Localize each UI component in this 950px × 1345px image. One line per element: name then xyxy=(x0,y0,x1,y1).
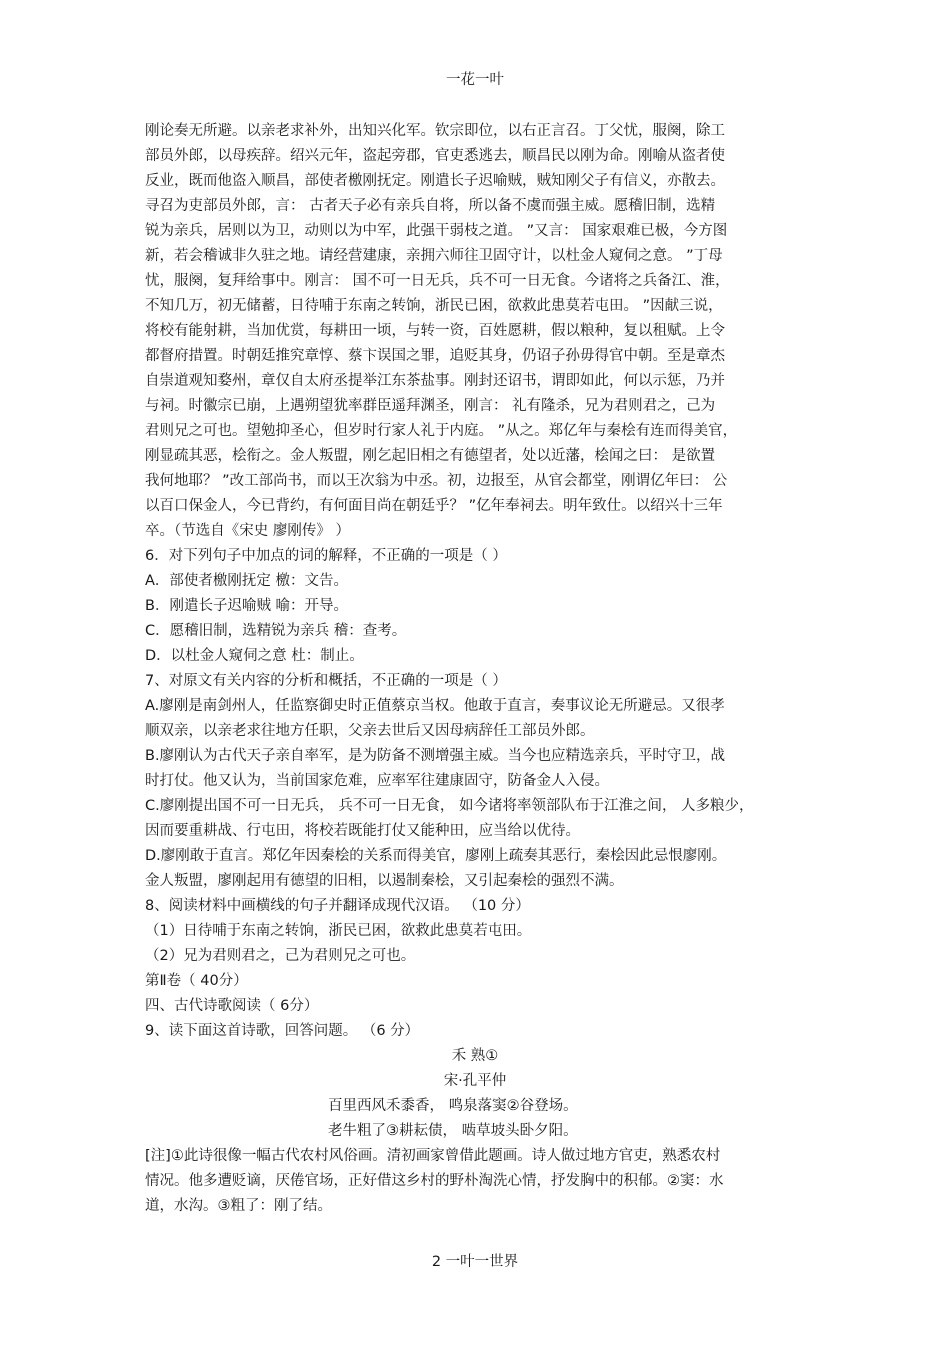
option-a: A．部使者檄刚抚定 檄：文告。 xyxy=(145,573,349,589)
text-line: （2）兄为君则君之，己为君则兄之可也。 xyxy=(145,948,416,964)
text-line: 新，若会稽诚非久驻之地。请经营建康，亲拥六师往卫固守计，以杜金人窥伺之意。 ”丁母 xyxy=(145,248,723,264)
text-line: A.廖刚是南剑州人，任监察御史时正值蔡京当权。他敢于直言，奏事议论无所避忌。又很孝 xyxy=(145,698,725,714)
question-7: 7、对原文有关内容的分析和概括，不正确的一项是（ ） xyxy=(145,673,507,689)
text-line: 以百口保金人，今已背约，有何面目尚在朝廷乎？ ”亿年奉祠去。明年致仕。以绍兴十三年 xyxy=(145,498,723,514)
option-b: B．刚遣长子迟喻贼 喻：开导。 xyxy=(145,598,349,614)
text-line: 顺双亲，以亲老求往地方任职，父亲去世后又因母病辞任工部员外郎。 xyxy=(145,723,595,739)
text-line: 将校有能射耕，当加优赏，每耕田一顷，与转一资，百姓愿耕，假以粮种，复以租赋。上令 xyxy=(145,323,725,339)
text-line: 君则兄之可也。望勉抑圣心，但岁时行家人礼于内庭。 ”从之。郑亿年与秦桧有连而得美官， xyxy=(145,423,738,439)
text-line: C.廖刚提出国不可一日无兵， 兵不可一日无食， 如今诸将率领部队布于江淮之间， 人多粮少， xyxy=(145,798,754,814)
text-line: 反业，既而他盗入顺昌，部使者檄刚抚定。刚遣长子迟喻贼，贼知刚父子有信义，亦散去。 xyxy=(145,173,725,189)
source-citation: 卒。（节选自《宋史 廖刚传》 ） xyxy=(145,523,350,539)
text-line: 寻召为吏部员外郎，言： 古者天子必有亲兵自将，所以备不虞而强主威。愿稽旧制，选精 xyxy=(145,198,716,214)
section-heading: 四、古代诗歌阅读（ 6分） xyxy=(145,998,319,1014)
text-line: 锐为亲兵，居则以为卫，动则以为中军，此强干弱枝之道。 ”又言： 国家艰难已极，今方图 xyxy=(145,223,728,239)
poem-author: 宋·孔平仲 xyxy=(443,1073,507,1089)
text-line: 刚论奏无所避。以亲老求补外，出知兴化军。钦宗即位，以右正言召。丁父忧，服阕，除工 xyxy=(145,123,725,139)
question-8: 8、阅读材料中画横线的句子并翻译成现代汉语。 （10 分） xyxy=(145,898,530,914)
text-line: 部员外郎，以母疾辞。绍兴元年，盗起旁郡，官吏悉逃去，顺昌民以刚为命。刚喻从盗者使 xyxy=(145,148,725,164)
text-line: 自崇道观知婺州，章仅自太府丞提举江东茶盐事。刚封还诏书，谓即如此，何以示惩，乃并 xyxy=(145,373,725,389)
text-line: 时打仗。他又认为，当前国家危难，应率军往建康固守，防备金人入侵。 xyxy=(145,773,609,789)
text-line: 我何地耶？ ”改工部尚书，而以王次翁为中丞。初，边报至，从官会都堂，刚谓亿年曰： 公 xyxy=(145,473,728,489)
question-9: 9、读下面这首诗歌，回答问题。 （6 分） xyxy=(145,1023,420,1039)
text-line: 都督府措置。时朝廷推究章惇、蔡卞误国之罪，追贬其身，仍诏子孙毋得官中朝。至是章杰 xyxy=(145,348,725,364)
text-line: （1）日待哺于东南之转饷，浙民已困，欲救此患莫若屯田。 xyxy=(145,923,532,939)
text-line: 金人叛盟，廖刚起用有德望的旧相，以遏制秦桧，又引起秦桧的强烈不满。 xyxy=(145,873,624,889)
option-c: C．愿稽旧制，选精锐为亲兵 稽：查考。 xyxy=(145,623,407,639)
section-heading: 第Ⅱ卷（ 40分） xyxy=(145,973,248,989)
question-6: 6．对下列句子中加点的词的解释，不正确的一项是（ ） xyxy=(145,548,507,564)
text-line: B.廖刚认为古代天子亲自率军，是为防备不测增强主威。当今也应精选亲兵，平时守卫，战 xyxy=(145,748,726,764)
page-footer: 2 一叶一世界 xyxy=(431,1254,519,1270)
note-line: 道，水沟。③粗了：刚了结。 xyxy=(145,1198,332,1214)
text-line: 刚显疏其恶，桧衔之。金人叛盟，刚乞起旧相之有德望者，处以近藩，桧闻之曰： 是欲置 xyxy=(145,448,716,464)
poem-line: 百里西风禾黍香， 鸣泉落窦②谷登场。 xyxy=(328,1098,578,1114)
page-header: 一花一叶 xyxy=(446,72,504,88)
text-line: D.廖刚敢于直言。郑亿年因秦桧的关系而得美官，廖刚上疏奏其恶行，秦桧因此忌恨廖刚。 xyxy=(145,848,727,864)
note-line: 情况。他多遭贬谪，厌倦官场，正好借这乡村的野朴淘洗心情，抒发胸中的积郁。②窦：水 xyxy=(145,1173,724,1189)
text-line: 因而要重耕战、行屯田，将校若既能打仗又能种田，应当给以优待。 xyxy=(145,823,580,839)
text-line: 不知几万，初无储蓄，日待哺于东南之转饷，浙民已困，欲救此患莫若屯田。 ”因献三说， xyxy=(145,298,723,314)
text-line: 与祠。时徽宗已崩，上遇朔望犹率群臣遥拜渊圣，刚言： 礼有隆杀，兄为君则君之，己为 xyxy=(145,398,716,414)
option-d: D．以杜金人窥伺之意 杜：制止。 xyxy=(145,648,364,664)
text-line: 忧，服阕，复拜给事中。刚言： 国不可一日无兵，兵不可一日无食。今诸将之兵备江、淮， xyxy=(145,273,730,289)
note-line: [注]①此诗很像一幅古代农村风俗画。清初画家曾借此题画。诗人做过地方官吏，熟悉农村 xyxy=(145,1148,721,1164)
poem-line: 老牛粗了③耕耘债， 啮草坡头卧夕阳。 xyxy=(328,1123,578,1139)
poem-title: 禾 熟① xyxy=(451,1048,499,1064)
